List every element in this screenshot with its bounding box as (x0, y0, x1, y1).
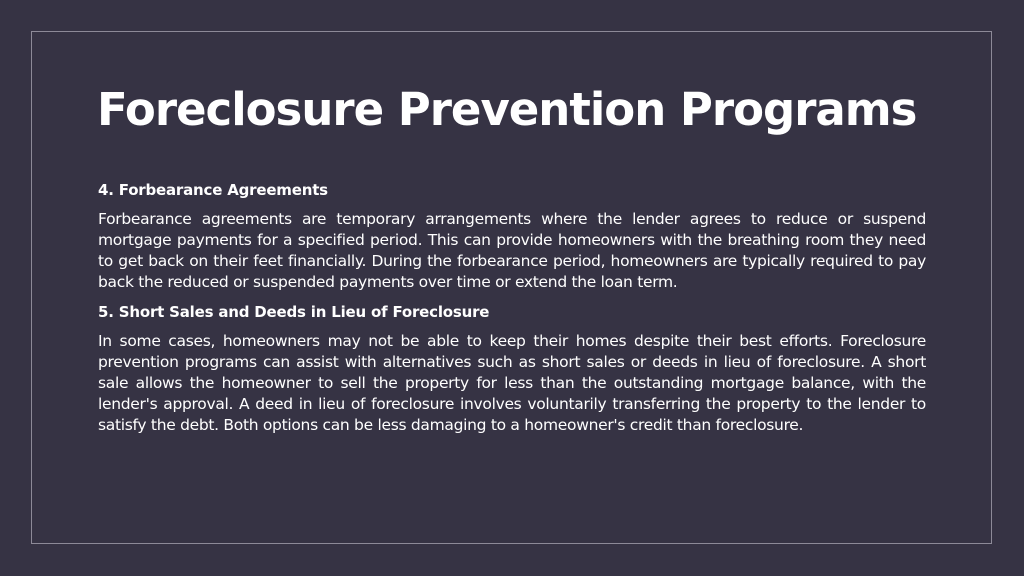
section-short-sales-deeds (98, 302, 926, 436)
section-paragraph: Forbearance agreements are temporary arrangements where the lender agrees to reduce or suspend mortgage payments for a specified period. This can provide homeowners with the breathing room they need to get back on their feet financially. During the forbearance period, homeowners are typically required to pay back the reduced or suspended payments over time or extend the loan term. (98, 210, 926, 291)
slide-title: Foreclosure Prevention Programs (97, 83, 917, 136)
section-paragraph: In some cases, homeowners may not be able to keep their homes despite their best efforts. Foreclosure prevention programs can assist with alternatives such as short sales or deeds in lieu of foreclosure. A short sale allows the homeowner to sell the property for less than the outstanding mortgage balance, with the lender's approval. A deed in lieu of foreclosure involves voluntarily transferring the property to the lender to satisfy the debt. Both options can be less damaging to a homeowner's credit than foreclosure. (98, 332, 926, 434)
section-forbearance-agreements (98, 180, 926, 293)
section-heading: 5. Short Sales and Deeds in Lieu of Foreclosure (98, 303, 490, 321)
slide-content (98, 180, 926, 436)
section-heading: 4. Forbearance Agreements (98, 181, 328, 199)
